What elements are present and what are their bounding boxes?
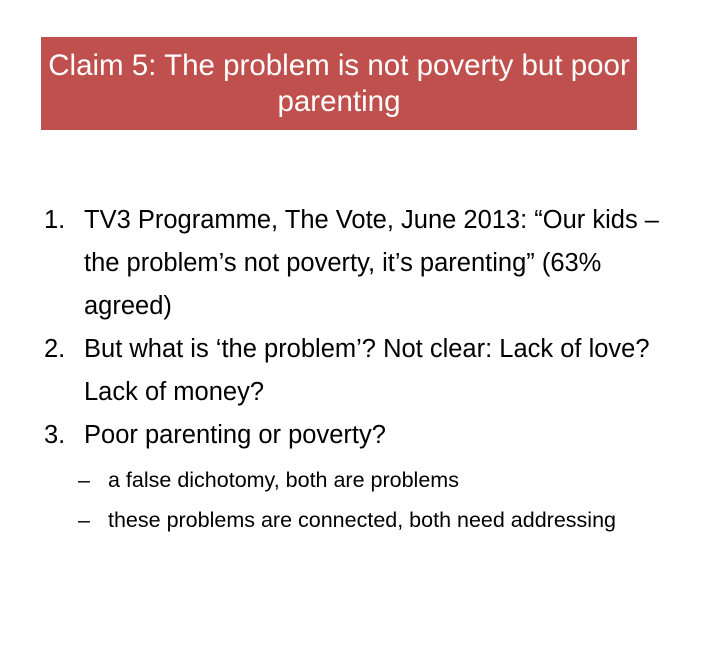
list-number: 1. <box>44 206 66 234</box>
dash-bullet: – <box>78 508 90 532</box>
sub-bullet-list <box>44 463 684 537</box>
list-item-text: Poor parenting or poverty? <box>84 421 386 449</box>
sub-list-item <box>44 503 684 537</box>
list-item <box>44 199 684 328</box>
numbered-list <box>44 199 684 457</box>
slide-body <box>44 199 684 543</box>
slide-title: Claim 5: The problem is not poverty but poor parenting <box>48 48 630 118</box>
dash-bullet: – <box>78 468 90 492</box>
list-item-text: TV3 Programme, The Vote, June 2013: “Our kids – the problem’s not poverty, it’s parenting” (63% agreed) <box>84 206 659 320</box>
sub-list-item-text: these problems are connected, both need addressing <box>108 508 616 532</box>
list-item <box>44 328 684 414</box>
list-number: 2. <box>44 335 66 363</box>
list-number: 3. <box>44 421 66 449</box>
sub-list-item-text: a false dichotomy, both are problems <box>108 468 459 492</box>
sub-list-item <box>44 463 684 497</box>
list-item-text: But what is ‘the problem’? Not clear: Lack of love? Lack of money? <box>84 335 650 406</box>
list-item <box>44 414 684 457</box>
title-banner <box>41 37 637 130</box>
